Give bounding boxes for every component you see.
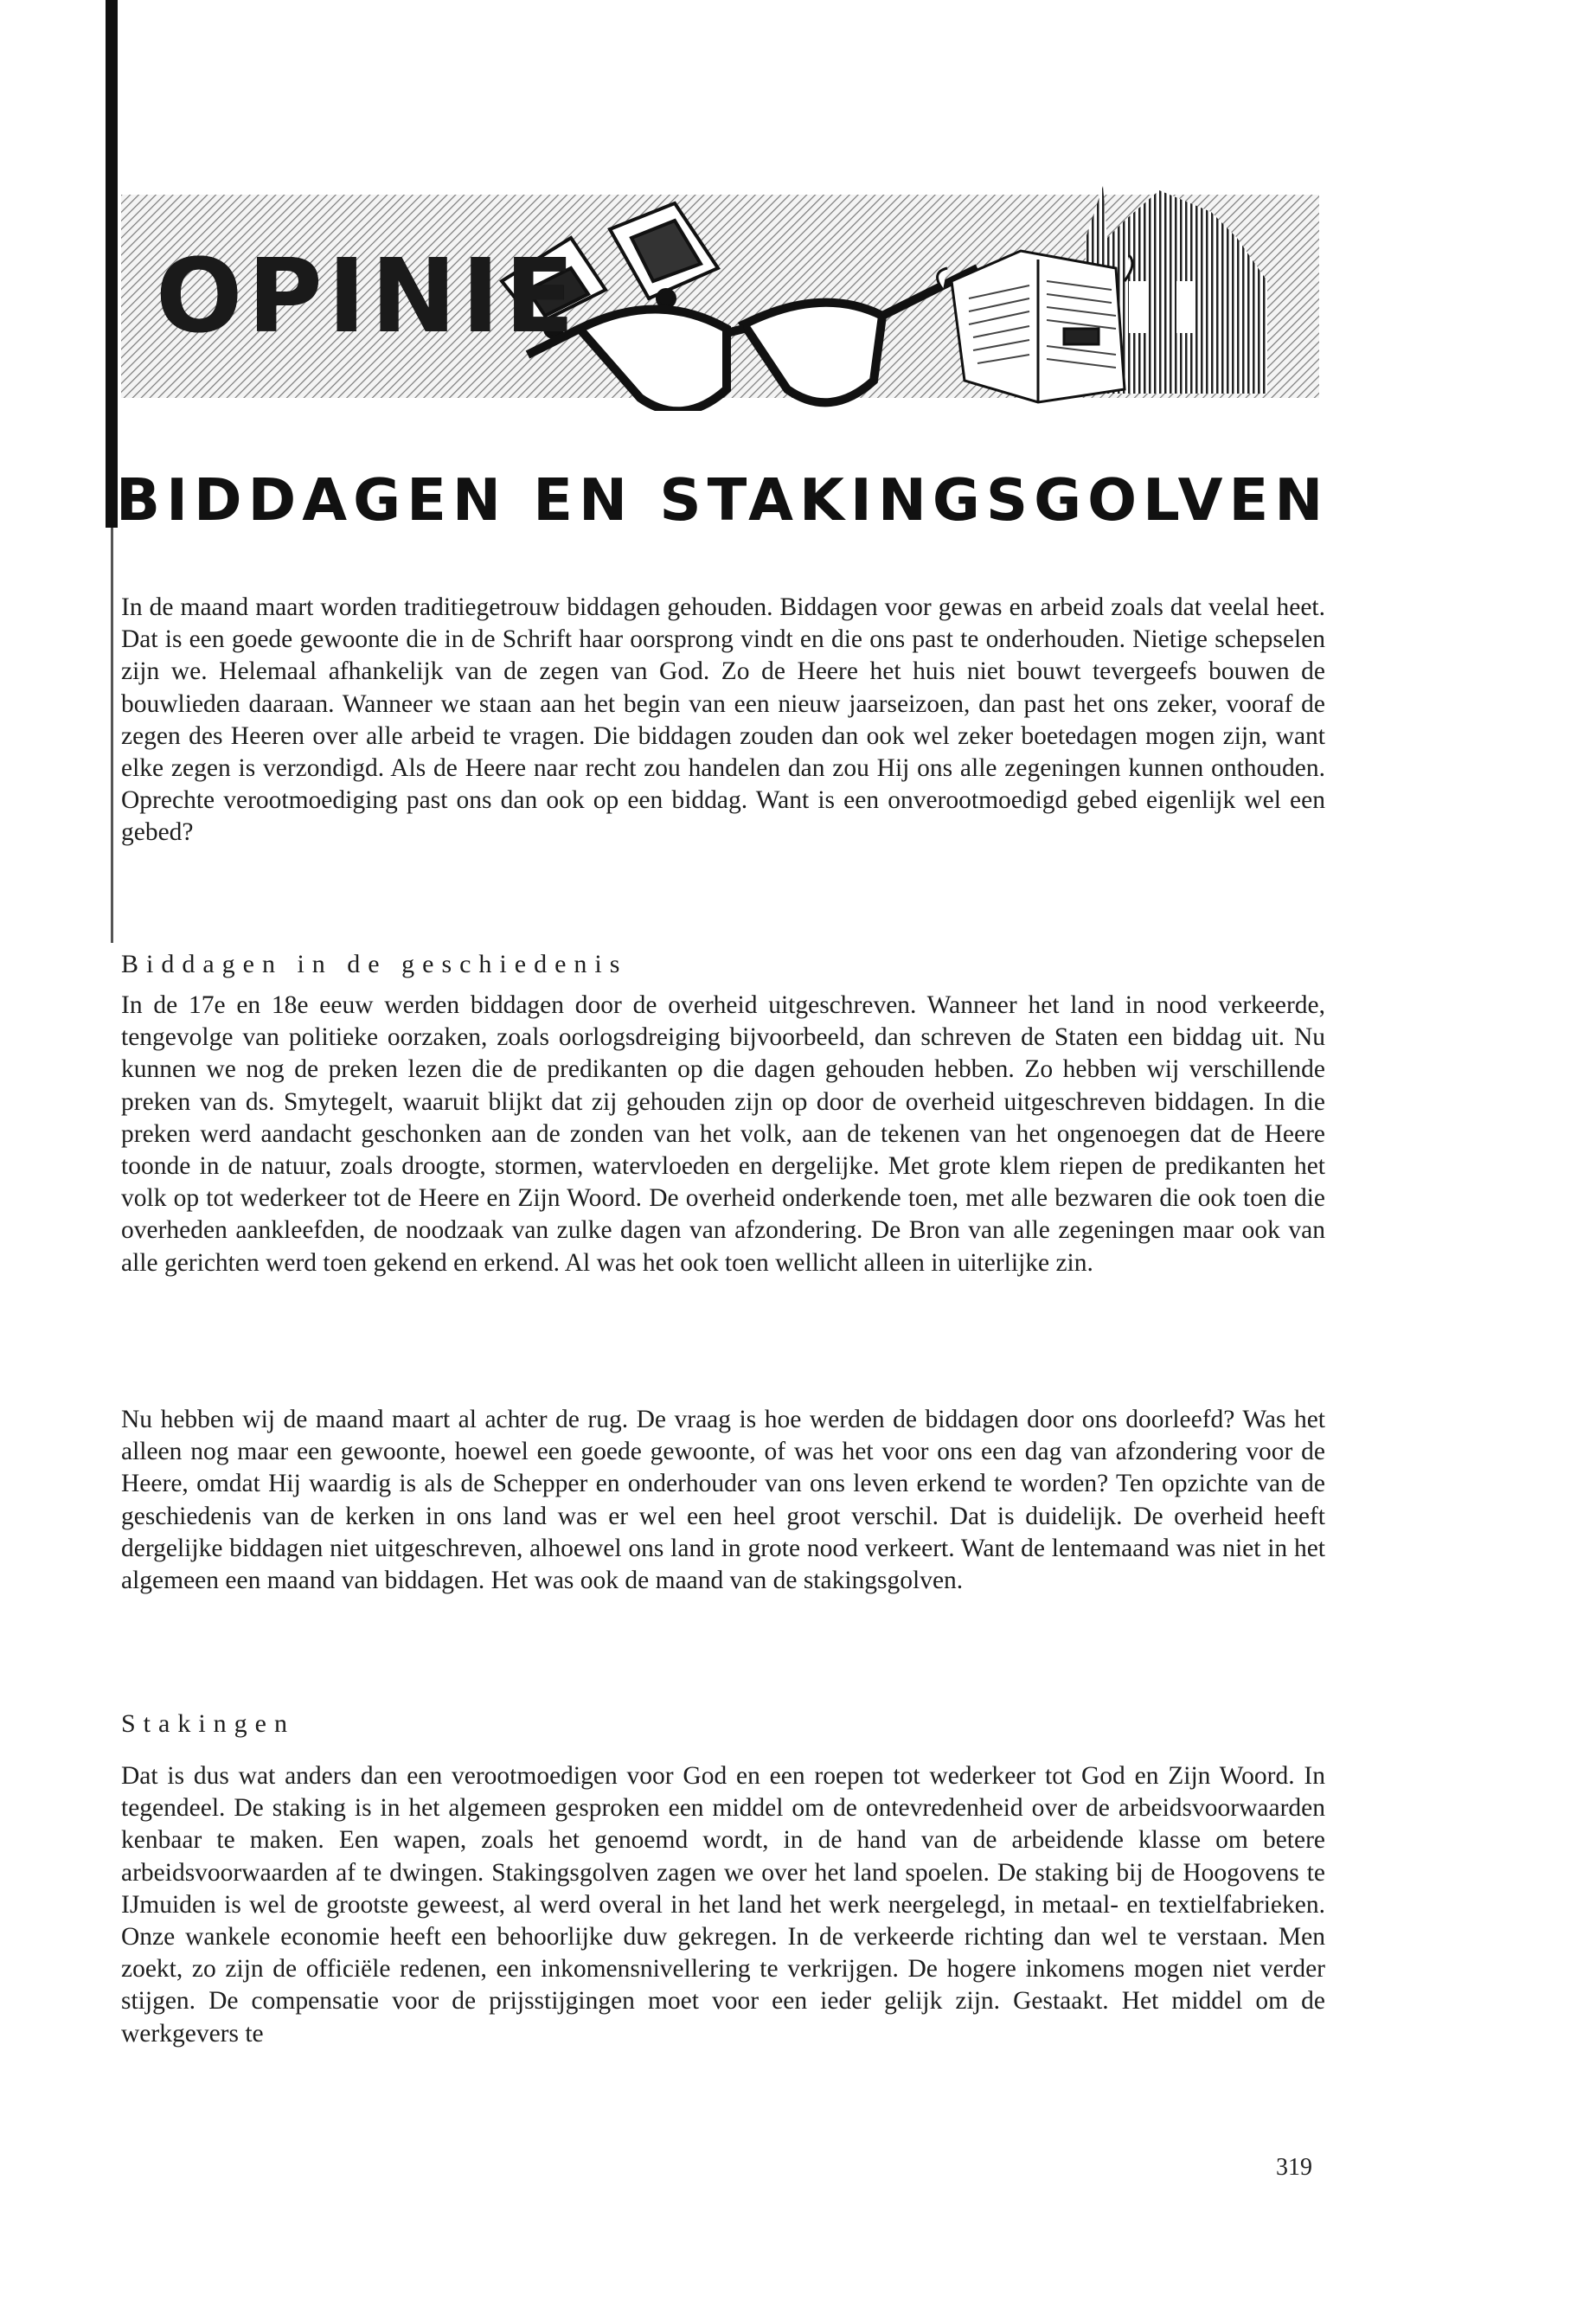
intro-paragraph: In de maand maart worden traditiegetrouw biddagen gehouden. Biddagen voor gewas en arbeid zoals dat veelal heet. Dat is een goede gewoonte die in de Schrift haar oorsprong vindt en die ons past te onderhouden. Nietige schepselen zijn we. Helemaal afhankelijk van de zegen van God. Zo de Heere het huis niet bouwt tevergeefs bouwen de bouwlieden daaraan. Wanneer we staan aan het begin van een nieuw jaarseizoen, dan past het ons zeker, vooraf de zegen des Heeren over alle arbeid te vragen. Die biddagen zouden dan ook wel zeker boetedagen mogen zijn, want elke zegen is verzondigd. Als de Heere naar recht zou handelen dan zou Hij ons alle zegeningen kunnen onthouden. Oprechte verootmoediging past ons dan ook op een biddag. Want is een onverootmoedigd gebed eigenlijk wel een gebed? xyxy=(121,593,1325,847)
history-paragraph: In de 17e en 18e eeuw werden biddagen door de overheid uitgeschreven. Wanneer het land in nood verkeerde, tengevolge van politieke oorzaken, zoals oorlogsdreiging bijvoorbeeld, dan schreven de Staten een biddag uit. Nu kunnen we nog de preken lezen die de predikanten op die dagen gehouden hebben. Zo hebben wij verschillende preken van ds. Smytegelt, waaruit blijkt dat zij gehouden zijn op door de overheid uitgeschreven biddagen. In die preken werd aandacht geschonken aan de zonden van het volk, aan de tekenen van het ongenoegen dat de Heere toonde in de natuur, zoals droogte, stormen, watervloeden en dergelijke. Met grote klem riepen de predikanten het volk op tot wederkeer tot de Heere en Zijn Woord. De overheid onderkende toen, met alle bezwaren die ook toen die overheden aankleefden, de noodzaak van zulke dagen van afzondering. De Bron van alle zegeningen maar ook van alle gerichten werd toen gekend en erkend. Al was het ook toen wellicht alleen in uiterlijke zin. xyxy=(121,991,1325,1277)
section-heading-strikes: Stakingen xyxy=(121,1709,295,1738)
binding-edge-bar xyxy=(106,0,118,528)
article-headline: BIDDAGEN EN STAKINGSGOLVEN xyxy=(116,466,1330,534)
section-heading-history: Biddagen in de geschiedenis xyxy=(121,950,628,978)
page-number: 319 xyxy=(1276,2154,1312,2181)
newspaper-reader-icon xyxy=(938,251,1132,402)
section-label: OPINIE xyxy=(156,236,580,356)
reflection-paragraph: Nu hebben wij de maand maart al achter de rug. De vraag is hoe werden de biddagen door ons doorleefd? Was het alleen nog maar een gewoonte, hoewel een goede gewoonte, of was het voor ons een dag van afzondering voor de Heere, omdat Hij waardig is als de Schepper en onderhouder van ons leven erkend te worden? Ten opzichte van de geschiedenis van de kerken in ons land was er wel een heel groot verschil. Dat is duidelijk. De overheid heeft dergelijke biddagen niet uitgeschreven, alhoewel ons land in grote nood verkeert. Want de lentemaand was niet in het algemeen een maand van biddagen. Het was ook de maand van de stakingsgolven. xyxy=(121,1406,1325,1595)
strikes-paragraph: Dat is dus wat anders dan een verootmoedigen voor God en een roepen tot wederkeer tot God en Zijn Woord. In tegendeel. De staking is in het algemeen gesproken een middel om de ontevredenheid over de arbeidsvoorwaarden kenbaar te maken. Een wapen, zoals het genoemd wordt, in de hand van de arbeidende klasse om betere arbeidsvoorwaarden af te dwingen. Stakingsgolven zagen we over het land spoelen. De staking bij de Hoogovens te IJmuiden is wel de grootste geweest, al werd overal in het land het werk neergelegd, in metaal- en textielfabrieken. Onze wankele economie heeft een behoorlijke duw gekregen. In de verkeerde richting dan wel te verstaan. Men zoekt, zo zijn de officiële redenen, een inkomensnivellering te verkrijgen. De hogere inkomens mogen niet verder stijgen. De compensatie voor de prijsstijgingen moet voor een ieder gelijk zijn. Gestaakt. Het middel om de werkgevers te xyxy=(121,1762,1325,2048)
binding-edge-line xyxy=(111,528,113,943)
opinie-banner xyxy=(121,186,1319,411)
